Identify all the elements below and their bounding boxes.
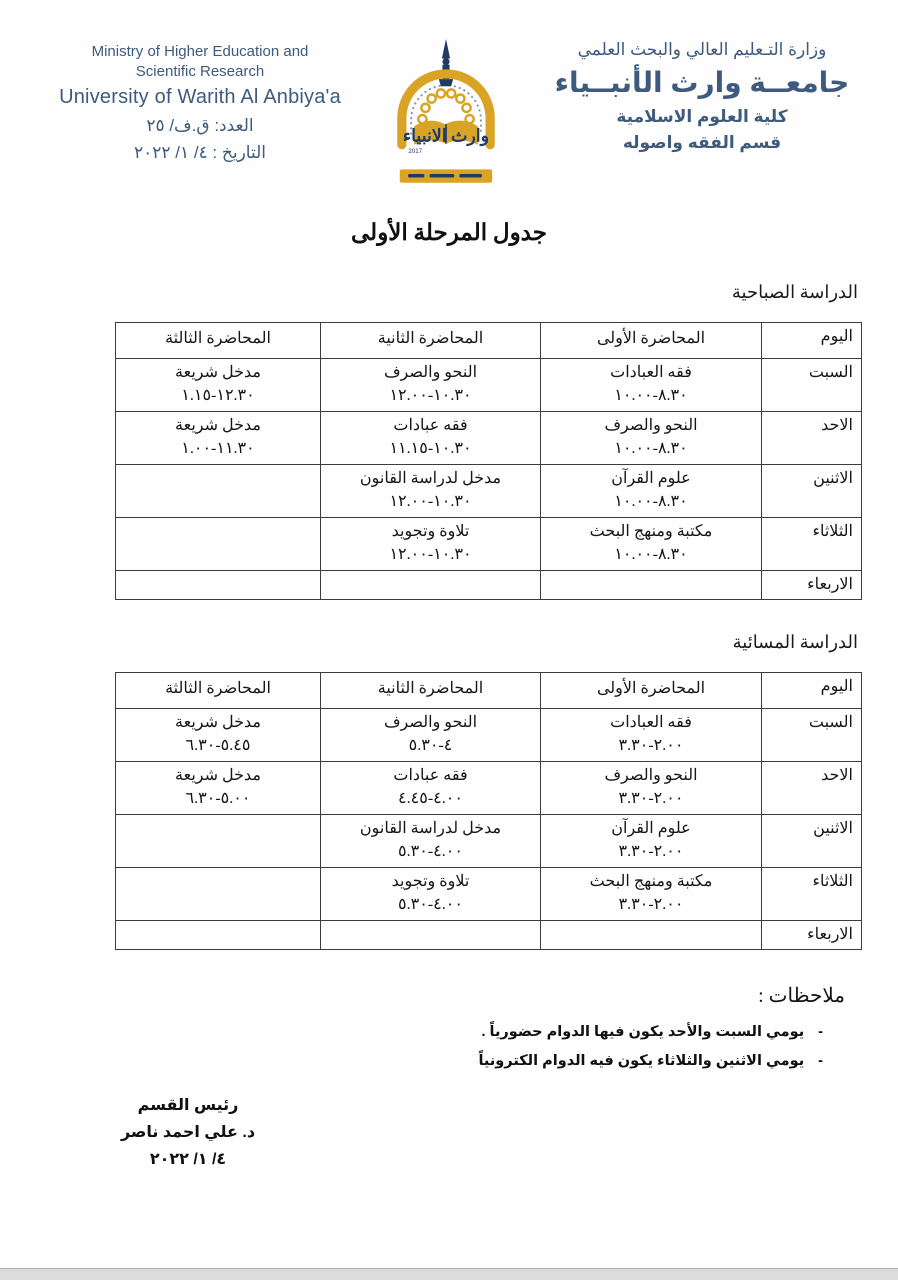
table-row [116,518,862,571]
table-row [116,762,862,815]
time-text: ٢.٠٠-٣.٣٠ [618,896,684,913]
column-header-lecture2: المحاضرة الثانية [321,323,541,359]
scan-edge-shadow [0,1268,898,1280]
time-text: ٤.٠٠-٤.٤٥ [398,790,463,807]
time-text: ١٠.٣٠-١٢.٠٠ [389,387,472,404]
logo-minaret-base [439,79,453,86]
lecture-cell [116,868,321,921]
signer-name: د. علي احمد ناصر [120,1124,256,1142]
column-header-lecture1: المحاضرة الأولى [541,323,762,359]
subject-text: علوم القرآن [611,470,691,487]
time-text: ٤-٥.٣٠ [408,737,453,754]
lecture-cell [116,571,321,600]
time-text: ٨.٣٠-١٠.٠٠ [614,493,688,510]
time-text: ١٢.٣٠-١.١٥ [181,387,255,404]
lecture-cell [541,709,762,762]
note-dash: - [818,1053,823,1069]
time-text: ١١.٣٠-١.٠٠ [181,440,255,457]
page-title: جدول المرحلة الأولى [351,220,547,245]
time-text: ٢.٠٠-٣.٣٠ [618,843,684,860]
subject-text: مدخل لدراسة القانون [359,820,502,837]
time-text: ٢.٠٠-٣.٣٠ [618,737,684,754]
subject-text: فقه عبادات [393,767,468,784]
signer-title: رئيس القسم [137,1097,239,1114]
lecture-cell [116,815,321,868]
signature-date: ٤/ ١/ ٢٠٢٢ [149,1151,227,1169]
college-name-ar: كلية العلوم الاسلامية [616,107,788,126]
time-text: ٤.٠٠-٥.٣٠ [398,896,463,913]
university-name-en: University of Warith Al Anbiya'a [59,85,341,108]
table-row [116,868,862,921]
lecture-cell [321,571,541,600]
lecture-cell [321,518,541,571]
lecture-cell [541,868,762,921]
department-name-ar: قسم الفقه واصوله [622,133,782,152]
day-cell: الثلاثاء [762,868,862,921]
logo-banner-text-marks [408,174,482,177]
time-text: ٢.٠٠-٣.٣٠ [618,790,684,807]
logo-year-text: 2017 [408,147,423,155]
column-header-day: اليوم [762,673,862,709]
university-logo [383,38,509,192]
column-header-lecture3: المحاضرة الثالثة [116,323,321,359]
lecture-cell [541,359,762,412]
note-item [478,1053,823,1069]
day-cell: الاثنين [762,465,862,518]
day-cell: الثلاثاء [762,518,862,571]
subject-text: النحو والصرف [383,364,478,381]
column-header-lecture3: المحاضرة الثالثة [116,673,321,709]
time-text: ٨.٣٠-١٠.٠٠ [614,387,688,404]
note-item [481,1024,823,1040]
day-cell: الاحد [762,762,862,815]
lecture-cell [541,762,762,815]
time-text: ٨.٣٠-١٠.٠٠ [614,440,688,457]
table-header-row [116,323,862,359]
logo-minaret-ball [443,58,450,65]
table-header-row [116,673,862,709]
header-left-block [50,42,350,163]
lecture-cell [541,412,762,465]
day-cell: الاحد [762,412,862,465]
document-date-line: التاريخ : ٤/ ١/ ٢٠٢٢ [133,142,266,162]
lecture-cell [541,921,762,950]
day-cell: الاربعاء [762,921,862,950]
document-number-line: العدد: ق.ف/ ٢٥ [146,115,254,135]
lecture-cell [116,762,321,815]
time-text: ١٠.٣٠-١١.١٥ [389,440,472,457]
subject-text: النحو والصرف [604,767,698,784]
logo-minaret-spire [442,39,450,59]
subject-text: تلاوة وتجويد [391,523,470,540]
note-text: يومي السبت والأحد يكون فيها الدوام حضورياً . [481,1024,805,1040]
column-header-lecture2: المحاضرة الثانية [321,673,541,709]
lecture-cell [321,465,541,518]
subject-text: مكتبة ومنهج البحث [589,523,713,540]
lecture-cell [116,921,321,950]
logo-ring-chain [418,89,473,123]
subject-text: مكتبة ومنهج البحث [589,873,713,890]
subject-text: علوم القرآن [611,820,691,837]
morning-schedule-table [115,322,862,600]
time-text: ٤.٠٠-٥.٣٠ [398,843,463,860]
subject-text: مدخل شريعة [175,714,261,731]
lecture-cell [321,709,541,762]
lecture-cell [321,762,541,815]
table-row [116,571,862,600]
day-cell: الاربعاء [762,571,862,600]
morning-section-label: الدراسة الصباحية [731,282,858,302]
lecture-cell [116,709,321,762]
lecture-cell [541,815,762,868]
subject-text: فقه عبادات [393,417,468,434]
lecture-cell [116,465,321,518]
lecture-cell [116,518,321,571]
notes-heading: ملاحظات : [758,985,845,1007]
table-row [116,412,862,465]
lecture-cell [321,412,541,465]
time-text: ١٠.٣٠-١٢.٠٠ [389,493,472,510]
lecture-cell [541,518,762,571]
note-dash: - [818,1024,823,1040]
lecture-cell [321,868,541,921]
lecture-cell [116,412,321,465]
ministry-en-line2: Scientific Research [135,63,265,81]
column-header-day: اليوم [762,323,862,359]
university-name-ar: جامعــة وارث الأنبــياء [554,67,850,98]
ministry-en-line1: Ministry of Higher Education and [91,43,309,60]
lecture-cell [321,359,541,412]
ministry-ar-line: وزارة التـعليم العالي والبحث العلمي [577,40,827,59]
table-row [116,815,862,868]
subject-text: مدخل شريعة [175,417,261,434]
table-row [116,465,862,518]
table-row [116,709,862,762]
time-text: ١٠.٣٠-١٢.٠٠ [389,546,472,563]
evening-schedule-table [115,672,862,950]
day-cell: الاثنين [762,815,862,868]
subject-text: النحو والصرف [604,417,698,434]
signature-block [103,1092,273,1174]
subject-text: النحو والصرف [383,714,478,731]
time-text: ٥.٠٠-٦.٣٠ [185,790,251,807]
subject-text: مدخل شريعة [175,364,261,381]
evening-section-label: الدراسة المسائية [732,632,858,652]
logo-calligraphy-text: وارث الانبياء [402,125,490,146]
lecture-cell [321,815,541,868]
university-logo-emblem [383,38,509,192]
column-header-lecture1: المحاضرة الأولى [541,673,762,709]
lecture-cell [541,465,762,518]
subject-text: فقه العبادات [610,714,692,731]
subject-text: مدخل شريعة [175,767,261,784]
day-cell: السبت [762,359,862,412]
table-row [116,359,862,412]
lecture-cell [321,921,541,950]
subject-text: تلاوة وتجويد [391,873,470,890]
subject-text: فقه العبادات [610,364,692,381]
lecture-cell [116,359,321,412]
lecture-cell [541,571,762,600]
time-text: ٥.٤٥-٦.٣٠ [185,737,251,754]
subject-text: مدخل لدراسة القانون [359,470,502,487]
note-text: يومي الاثنين والثلاثاء يكون فيه الدوام الكترونياً [478,1053,805,1069]
table-row [116,921,862,950]
time-text: ٨.٣٠-١٠.٠٠ [614,546,688,563]
header-right-block [532,40,872,153]
day-cell: السبت [762,709,862,762]
